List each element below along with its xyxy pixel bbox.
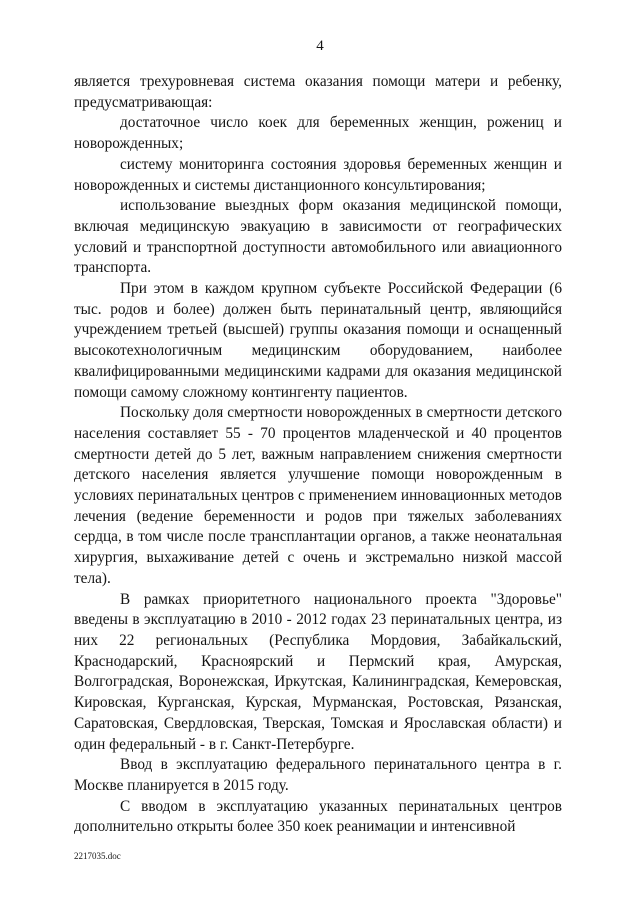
paragraph: использование выездных форм оказания медицинской помощи, включая медицинскую эвакуацию в зависимости от географических условий и транспортной доступности автомобильного или авиационного транспорта. [74, 197, 562, 277]
paragraph: достаточное число коек для беременных женщин, рожениц и новорожденных; [74, 114, 562, 153]
paragraph: В рамках приоритетного национального проекта "Здоровье" введены в эксплуатацию в 2010 - 2012 годах 23 перинатальных центра, из них 22 региональных (Республика Мордовия, Забайкальский, Краснодарский, Красноярский и Пермский края, Амурская, Волгоградская, Воронежская, Иркутская, Калининградская, Кемеровская, Кировская, Курганская, Курская, Мурманская, Ростовская, Рязанская, Саратовская, Свердловская, Тверская, Томская и Ярославская области) и один федеральный - в г. Санкт-Петербурге. [74, 590, 562, 753]
footer-filename: 2217035.doc [74, 851, 121, 861]
document-body [74, 72, 562, 838]
paragraph: С вводом в эксплуатацию указанных перинатальных центров дополнительно открыты более 350 коек реанимации и интенсивной [74, 797, 562, 836]
paragraph: систему мониторинга состояния здоровья беременных женщин и новорожденных и системы дистанционного консультирования; [74, 155, 562, 194]
page-number: 4 [316, 38, 324, 54]
paragraph: Поскольку доля смертности новорожденных в смертности детского населения составляет 55 - 70 процентов младенческой и 40 процентов смертности детей до 5 лет, важным направлением снижения смертности детского населения является улучшение помощи новорожденным в условиях перинатальных центров с применением инновационных методов лечения (ведение беременности и родов при тяжелых заболеваниях сердца, в том числе после трансплантации органов, а также неонатальная хирургия, выхаживание детей с очень и экстремально низкой массой тела). [74, 404, 562, 587]
paragraph: При этом в каждом крупном субъекте Российской Федерации (6 тыс. родов и более) должен быть перинатальный центр, являющийся учреждением третьей (высшей) группы оказания помощи и оснащенный высокотехнологичным медицинским оборудованием, наиболее квалифицированными медицинскими кадрами для оказания медицинской помощи самому сложному контингенту пациентов. [74, 280, 562, 401]
paragraph: Ввод в эксплуатацию федерального перинатального центра в г. Москве планируется в 2015 году. [74, 756, 562, 794]
paragraph: является трехуровневая система оказания помощи матери и ребенку, предусматривающая: [74, 73, 562, 111]
